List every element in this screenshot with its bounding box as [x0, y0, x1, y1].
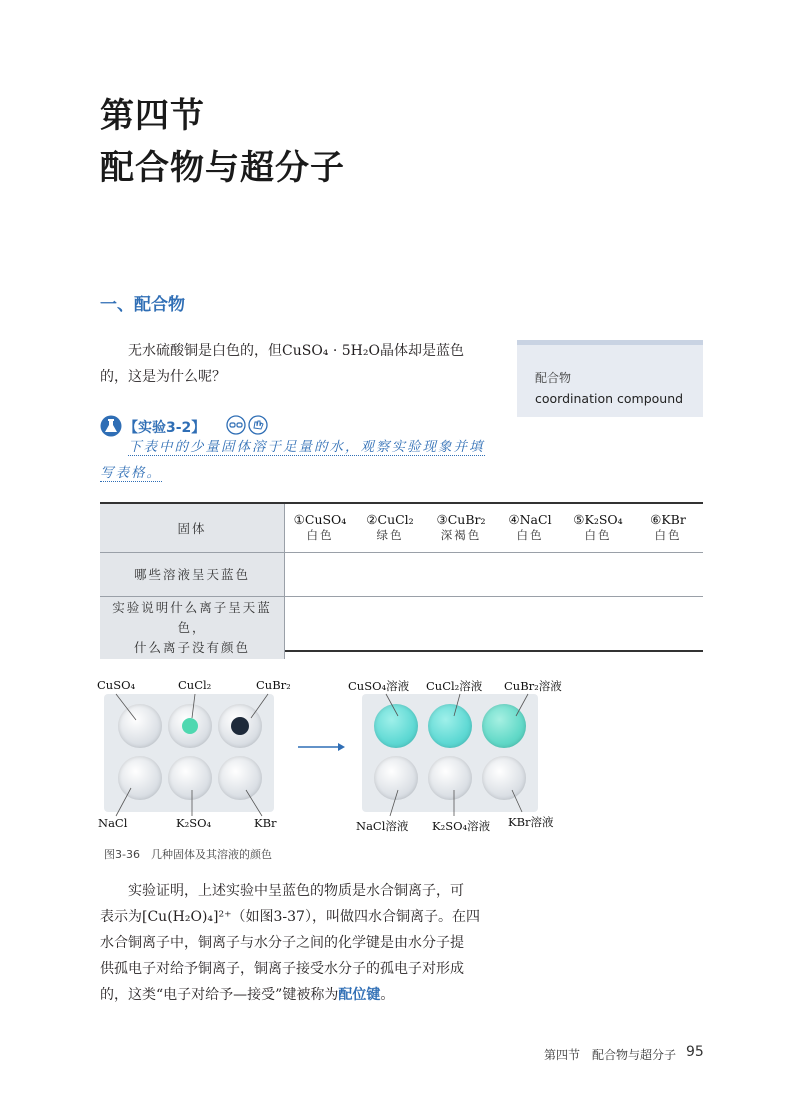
- body-line-5: 的，这类“电子对给予—接受”键被称为配位键。: [100, 987, 395, 1003]
- body-line-2: 表示为[Cu(H₂O)₄]²⁺（如图3-37），叫做四水合铜离子。在四: [100, 909, 480, 925]
- experiment-flask-icon: [100, 415, 122, 437]
- chapter-section-number: 第四节: [100, 96, 205, 136]
- table-solid-4: ④NaCl 白色: [508, 512, 552, 543]
- experiment-heading: 【实验3-2】: [124, 420, 206, 436]
- label-k2so4-solid: K₂SO₄: [176, 816, 212, 830]
- label-nacl-solution: NaCl溶液: [356, 819, 409, 833]
- label-kbr-solution: KBr溶液: [508, 815, 554, 829]
- intro-line-1: 无水硫酸铜是白色的，但CuSO₄ · 5H₂O晶体却是蓝色: [128, 343, 464, 359]
- table-solid-5: ⑤K₂SO₄ 白色: [573, 512, 623, 543]
- section-heading: 一、配合物: [100, 295, 185, 315]
- label-cubr2-solid: CuBr₂: [256, 678, 291, 692]
- table-row-1-answer: [285, 552, 704, 596]
- intro-line-2: 的，这是为什么呢？: [100, 369, 226, 385]
- experiment-instruction-line-2: 写表格。: [100, 465, 162, 481]
- body-line-3: 水合铜离子中，铜离子与水分子之间的化学键是由水分子提: [100, 935, 464, 951]
- label-cucl2-solution: CuCl₂溶液: [426, 679, 483, 693]
- goggles-icon: [226, 415, 246, 435]
- hand-wash-icon: [248, 415, 268, 435]
- right-pointer-lines: [356, 690, 556, 830]
- body-line-1: 实验证明，上述实验中呈蓝色的物质是水合铜离子，可: [128, 883, 464, 899]
- label-k2so4-solution: K₂SO₄溶液: [432, 819, 491, 833]
- vocabulary-box: [517, 340, 703, 417]
- label-cucl2-solid: CuCl₂: [178, 678, 212, 692]
- term-coordinate-bond: 配位键: [338, 987, 381, 1003]
- table-row-2-answer: [285, 596, 704, 659]
- page-title: 配合物与超分子: [100, 148, 345, 188]
- body-line-4: 供孤电子对给予铜离子，铜离子接受水分子的孤电子对形成: [100, 961, 464, 977]
- table-solid-3: ③CuBr₂ 深褐色: [436, 512, 486, 543]
- table-solid-1: ①CuSO₄ 白色: [293, 512, 347, 543]
- label-cuso4-solid: CuSO₄: [97, 678, 136, 692]
- left-pointer-lines: [96, 690, 286, 830]
- label-cubr2-solution: CuBr₂溶液: [504, 679, 562, 693]
- label-nacl-solid: NaCl: [98, 816, 128, 830]
- table-solid-6: ⑥KBr 白色: [650, 512, 686, 543]
- vocabulary-term-en: coordination compound: [535, 391, 684, 406]
- arrow-icon: [296, 740, 346, 754]
- vocabulary-term-zh: 配合物: [535, 371, 572, 385]
- label-cuso4-solution: CuSO₄溶液: [348, 679, 410, 693]
- table-row-2-label: 实验说明什么离子呈天蓝色， 什么离子没有颜色: [100, 596, 285, 659]
- label-kbr-solid: KBr: [254, 816, 277, 830]
- footer-section-label: 第四节 配合物与超分子: [544, 1048, 677, 1062]
- experiment-table: [100, 502, 703, 655]
- table-solid-2: ②CuCl₂ 绿色: [366, 512, 414, 543]
- table-row-1-label: 哪些溶液呈天蓝色: [100, 552, 285, 596]
- figure-caption: 图3-36 几种固体及其溶液的颜色: [104, 848, 272, 861]
- page-number: 95: [686, 1044, 704, 1060]
- table-header-label: 固体: [100, 504, 285, 552]
- experiment-instruction-line-1: 下表中的少量固体溶于足量的水，观察实验现象并填: [128, 439, 485, 455]
